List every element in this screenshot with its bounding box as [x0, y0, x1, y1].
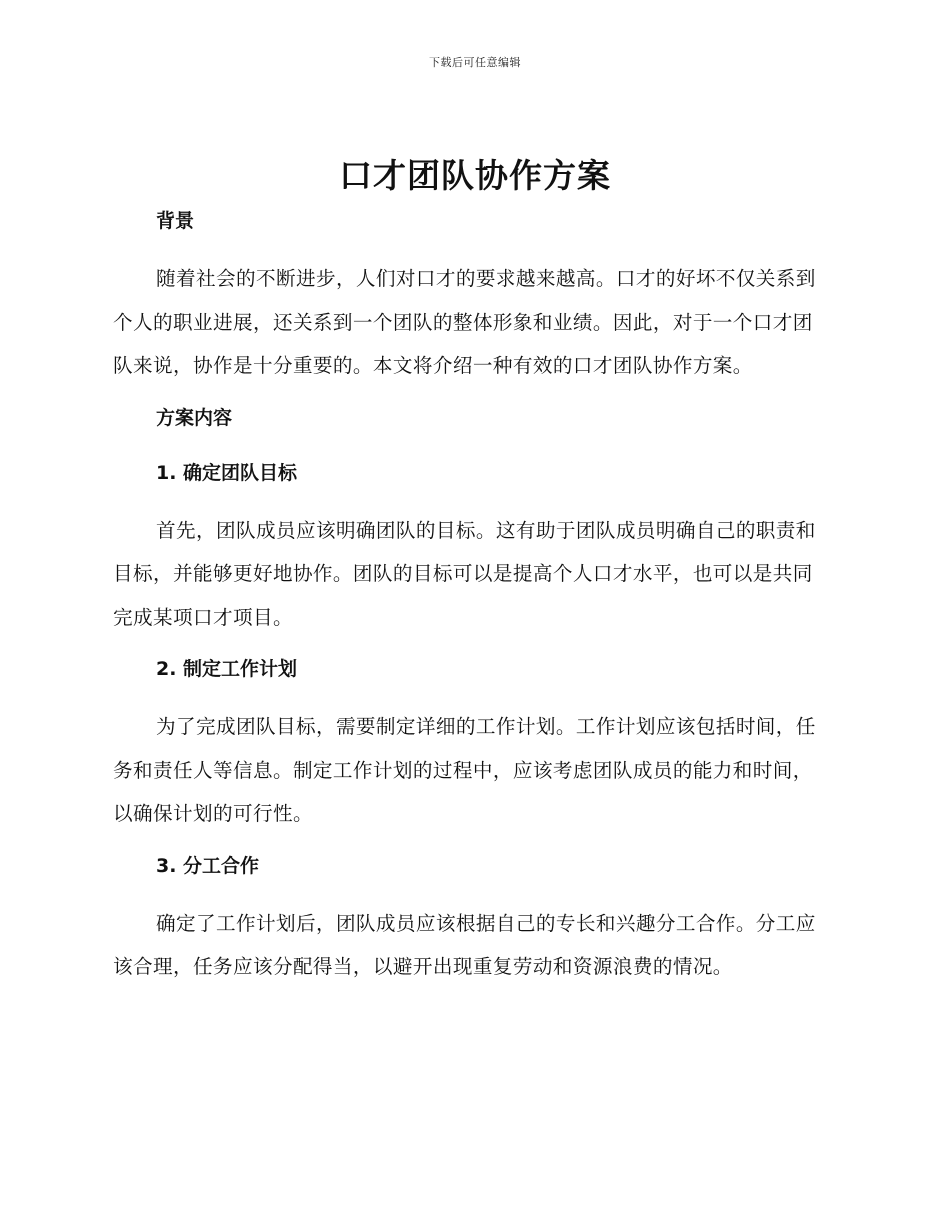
- section-heading-background: 背景: [156, 210, 195, 232]
- paragraph-background: 随着社会的不断进步，人们对口才的要求越来越高。口才的好坏不仅关系到个人的职业进展，还关系到一个团队的整体形象和业绩。因此，对于一个口才团队来说，协作是十分重要的。本文将介绍一种有效的口才团队协作方案。: [113, 267, 816, 377]
- page-header-note: 下载后可任意编辑: [429, 56, 521, 69]
- subheading-division-of-labor: 3. 分工合作: [156, 854, 260, 877]
- paragraph-work-plan: 为了完成团队目标，需要制定详细的工作计划。工作计划应该包括时间，任务和责任人等信息。制定工作计划的过程中，应该考虑团队成员的能力和时间，以确保计划的可行性。: [113, 715, 816, 825]
- subheading-work-plan: 2. 制定工作计划: [156, 658, 298, 680]
- document-body: [113, 202, 830, 1000]
- subheading-team-goal: 1. 确定团队目标: [156, 461, 298, 484]
- paragraph-division-of-labor: 确定了工作计划后，团队成员应该根据自己的专长和兴趣分工合作。分工应该合理，任务应该分配得当，以避开出现重复劳动和资源浪费的情况。: [113, 911, 816, 978]
- section-heading-plan-content: 方案内容: [156, 406, 233, 429]
- paragraph-team-goal: 首先，团队成员应该明确团队的目标。这有助于团队成员明确自己的职责和目标，并能够更好地协作。团队的目标可以是提高个人口才水平，也可以是共同完成某项口才项目。: [113, 518, 816, 629]
- document-title: 口才团队协作方案: [339, 156, 611, 195]
